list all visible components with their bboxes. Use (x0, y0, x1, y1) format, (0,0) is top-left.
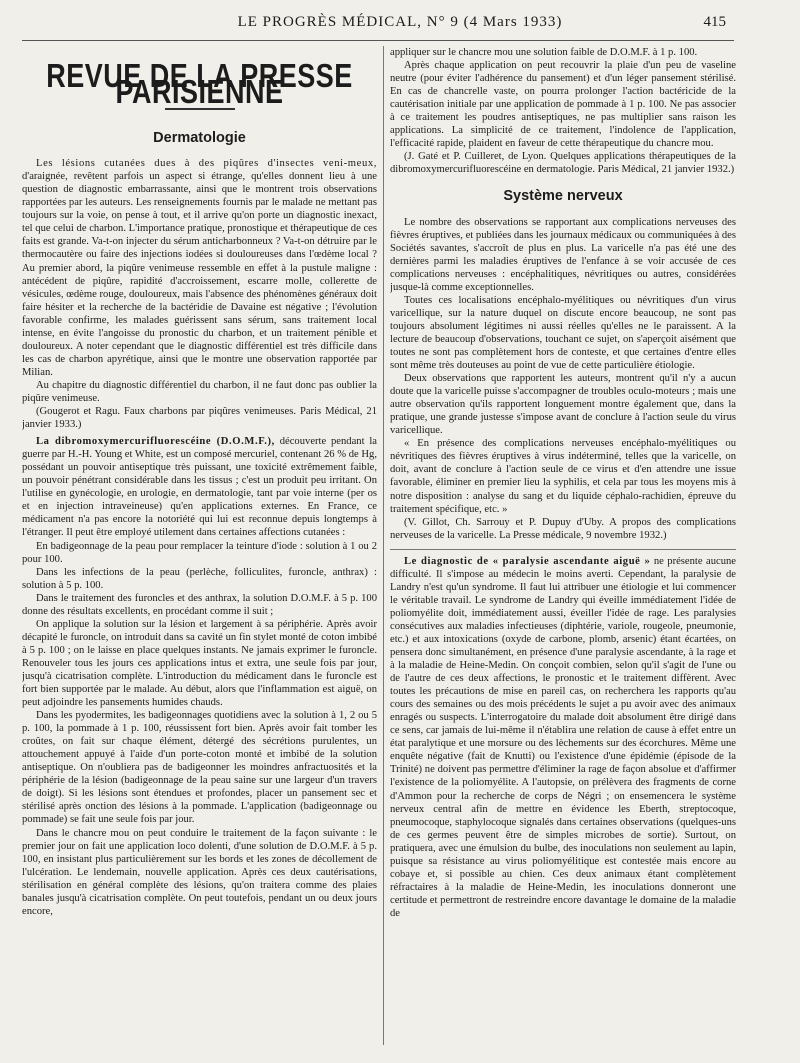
lead-in: Les lésions cutanées dues à des piqûres d'insectes veni-meux, (36, 158, 377, 170)
paragraph: appliquer sur le chancre mou une solution faible de D.O.M.F. à 1 p. 100. (390, 47, 698, 58)
column-divider (383, 46, 384, 1045)
section-heading-systeme-nerveux: Système nerveux (503, 188, 623, 205)
paragraph: La dibromoxymercurifluorescéine (D.O.M.F.), découverte pendant la guerre par H.-H. Young et White, est un composé mercuriel, contenant 26 % de Hg, possédant un pouvoir antiseptique très puissant, une toxicité extrêmement faible, un pouvoir pénétrant considérable dans les tissus ; c'est un produit peu irritant. On l'utilise en gynécologie, en urologie, en dermatologie, tant par voie interne (per os et en injection intraveineuse) qu'en applications externes. En France, ce médicament n'a pas encore la notoriété qui lui est reconnue depuis longtemps à l'étranger. Il peut être employé utilement dans certaines affections cutanées : (22, 436, 377, 539)
paragraph: Après chaque application on peut recouvrir la plaie d'un peu de vaseline neutre (pour éviter l'adhérence du pansement) et d'un léger pansement stérilisé. En cas de chancrelle vaste, on pourra prolonger l'action bactéricide de la cautérisation initiale par une application de pommade à 1 p. 100. Ne pas associer à ce traitement les poudres antiseptiques, ne pas multiplier sans raison les applications. La simplicité de ce traitement, l'indolence de l'application, l'efficacité rapide, plaident en faveur de cette thérapeutique du chancre mou. (390, 60, 736, 150)
journal-title: LE PROGRÈS MÉDICAL, N° 9 (4 Mars 1933) (237, 14, 563, 30)
citation: (Gougerot et Ragu. Faux charbons par piqûres venimeuses. Paris Médical, 21 janvier 1933.) (22, 406, 377, 431)
paragraph: Toutes ces localisations encéphalo-myélitiques ou névritiques d'un virus varicellique, sur la nature duquel on discute encore beaucoup, ne sont pas toujours absolument légitimes ni aussi réelles qu'elles ne le paraissent. A la lecture de beaucoup d'observations, touchant ce sujet, on s'aperçoit aisément que toutes ne sont pas complètement hors de conteste, et que certaines d'entre elles sont même très douteuses au point de vue de cette particulière étiologie. (390, 294, 736, 372)
paragraph: Au chapitre du diagnostic différentiel du charbon, il ne faut donc pas oublier la piqûre venimeuse. (22, 379, 377, 404)
lead-in: Le diagnostic de « paralysie ascendante aiguë » (404, 555, 651, 567)
section-heading-dermatologie: Dermatologie (153, 130, 246, 147)
citation: (V. Gillot, Ch. Sarrouy et P. Dupuy d'Uby. A propos des complications nerveuses de la varicelle. La Presse médicale, 9 novembre 1932.) (390, 516, 736, 541)
lead-in: La dibromoxymercurifluorescéine (D.O.M.F.), (36, 436, 275, 448)
paragraph: Deux observations que rapportent les auteurs, montrent qu'il n'y a aucun doute que la varicelle puisse s'accompagner de troubles oculo-moteurs ; mais une autre observation qu'ils rapportent longuement montre également que, dans la pratique, une grande justesse s'impose avant de conclure à l'action seule du virus varicellique. (390, 373, 736, 437)
paragraph: « En présence des complications nerveuses encéphalo-myélitiques ou névritiques des fièvres éruptives à virus indéterminé, telles que la varicelle, on doit, avant de conclure à l'action seule de ce virus et d'en attendre une issue favorable, éliminer en premier lieu la syphilis, et cela par tous les moyens mis à notre disposition : analyse du sang et du liquide céphalo-rachidien, épreuve du traitement spécifique, etc. » (390, 438, 736, 515)
separator-rule (390, 549, 736, 550)
left-column (22, 46, 377, 1045)
paragraph: Dans les pyodermites, les badigeonnages quotidiens avec la solution à 1, 2 ou 5 p. 100, la pommade à 1 p. 100, réussissent fort bien. Après avoir fait tomber les croûtes, on fait sur chaque élément, détergé des sécrétions purulentes, un attouchement appuyé à l'aide d'un porte-coton monté et imbibé de la solution antiseptique. On n'oubliera pas de badigeonner les moindres anfractuosités et la périphérie de la lésion (badigeonnage de la peau saine sur une largeur d'un travers de doigt). Si les lésions sont étendues et profondes, placer un pansement sec et stérilisé après onction des lésions à la pommade. L'application (badigeonnage ou pommade) se fait une seule fois par jour. (22, 710, 377, 826)
paragraph: En badigeonnage de la peau pour remplacer la teinture d'iode : solution à 1 ou 2 pour 100. (22, 540, 377, 565)
citation: (J. Gaté et P. Cuilleret, de Lyon. Quelques applications thérapeutiques de la dibromoxymercurifluorescéine en dermatologie. Paris Médical, 21 janvier 1932.) (390, 151, 736, 176)
paragraph: Dans le traitement des furoncles et des anthrax, la solution D.O.M.F. à 5 p. 100 donne des résultats excellents, en procédant comme il suit ; (22, 592, 377, 617)
paragraph: On applique la solution sur la lésion et largement à sa périphérie. Après avoir décapité le furoncle, on introduit dans sa cavité un fin stylet monté de coton imbibé à 5 p. 100 ; on le laisse en place quelques instants. Ne jamais exprimer le furoncle. Renouveler tous les jours ces applications intus et extra, une seule fois par jour, jusqu'à cicatrisation complète. L'introduction du médicament dans le furoncle est fort bien supportée par le malade. Au début, alors que l'inflammation est aiguë, on peut adjoindre les pansements humides chauds. (22, 618, 377, 709)
paragraph: Le nombre des observations se rapportant aux complications nerveuses des fièvres éruptives, et publiées dans les journaux médicaux ou communiquées à des Sociétés savantes, s'accroît de plus en plus. La varicelle n'a pas été une des dernières parmi les maladies éruptives de l'enfance à se voir accusée de ces complications nerveuses : encéphalitiques, névritiques ou autres, considérées jusque-là comme exceptionnelles. (390, 216, 736, 293)
paragraph: Dans le chancre mou on peut conduire le traitement de la façon suivante : le premier jour on fait une application loco dolenti, d'une solution de D.O.M.F. à 5 p. 100, en insistant plus particulièrement sur les bords et les zones de décollement de l'ulcération. Le lendemain, nouvelle application. Après ces deux cautérisations, stérilisation en général complète des lésions, qu'on traitera comme des plaies banales jusqu'à cicatrisation complète. On peut toutefois, pendant un ou deux jours encore, (22, 827, 377, 917)
header-rule (22, 40, 734, 41)
paragraph: Les lésions cutanées dues à des piqûres d'insectes veni-meux, d'araignée, revêtent parfois un aspect si étrange, qu'elles donnent lieu à une question de diagnostic embarrassante, ainsi que le montrent trois observations rapportées par les auteurs. Les renseignements fournis par le malade ne mettant pas toujours sur la voie, on pense à tout, et il arrive qu'on porte un diagnostic inexact, tel que celui de charbon. L'importance pratique, pronostique et thérapeutique de ces faits est grande. Va-t-on injecter du sérum anticharbonneux ? Va-t-on détruire par le thermocautère ou faire des injections iodées si douloureuses dans l'œdème local ? Au premier abord, la piqûre venimeuse ressemble en effet à la pustule maligne : antécédent de piqûre, rapidité d'accroissement, escarre molle, collerette de vésicules, œdème rouge, douloureux, mais l'absence des phénomènes généraux doit faire hésiter et la recherche de la bactéridie de Davaine est négative ; l'évolution favorable confirme, les malades guérissent sans sérum, sans traitement local intense, en évite l'angoisse du pronostic du charbon, et un traitement pénible et douloureux. A noter cependant que le diagnostic différentiel est très difficile dans les cas de charbon apyrétique, ainsi que le montre une observation rapportée par Milian. (22, 158, 377, 378)
paragraph: Le diagnostic de « paralysie ascendante aiguë » ne présente aucune difficulté. Il s'impose au médecin le moins averti. Cependant, la paralysie de Landry n'est qu'un syndrome. Il faut lui attribuer une étiologie et lui commencer le véritable travail. Le syndrome de Landry qui éveille immédiatement l'idée de poliomyélite doit, immédiatement aussi, éveiller l'idée de rage. Les paralysies consécutives aux maladies infectieuses (diphtérie, variole, rougeole, pneumonie, etc.) et aux intoxications (oxyde de carbone, plomb, arsenic) étant écartées, on pensera donc simultanément, en présence d'une paralysie ascendante, à la rage et à la maladie de Heine-Medin. On conçoit combien, selon qu'il s'agit de l'une ou de l'autre de ces deux affections, le pronostic et le traitement diffèrent. Avec toutes les précautions de mise en pareil cas, on recherchera les rapports qu'au cours des semaines ou des mois précédents le sujet a pu avoir avec des animaux enragés ou suspects. L'interrogatoire du malade doit absolument être dirigé dans ce sens, car jamais de lui-même il n'établira une relation de cause à effet entre un état paralytique et une morsure ou des lèchements sur des écorchures. Même une enquête négative (fait de Knutti) ou l'existence d'une épidémie (épisode de la Trinité) ne doivent pas permettre d'éliminer la rage de façon absolue et d'affirmer l'existence de la poliomyélite. A l'autopsie, on prélèvera des fragments de corne d'Ammon pour la recherche de corps de Négri ; on ensemencera le système nerveux central afin de mettre en évidence les Eberth, streptocoque, pneumocoque, staphylocoque signalés dans certaines observations (quelques-uns de ces germes peuvent être de simples microbes de sortie). Surtout, on pratiquera, avec une émulsion du bulbe, des inoculations non seulement au lapin, puisque sa résistance au virus poliomyélitique est contestée mais encore au cobaye et, si possible au chien. Ces deux animaux étant complètement réfractaires à la maladie de Heine-Medin, les inoculations donneront une certitude et permettront de restreindre encore davantage le domaine de la maladie de (390, 555, 736, 919)
running-head (0, 14, 800, 36)
page-number: 415 (703, 14, 726, 30)
rubric-title: REVUE DE LA PRESSE PARISIENNE (46, 56, 353, 111)
right-column (390, 46, 736, 1045)
paragraph: Dans les infections de la peau (perlèche, folliculites, furoncle, anthrax) : solution à 5 p. 100. (22, 566, 377, 591)
